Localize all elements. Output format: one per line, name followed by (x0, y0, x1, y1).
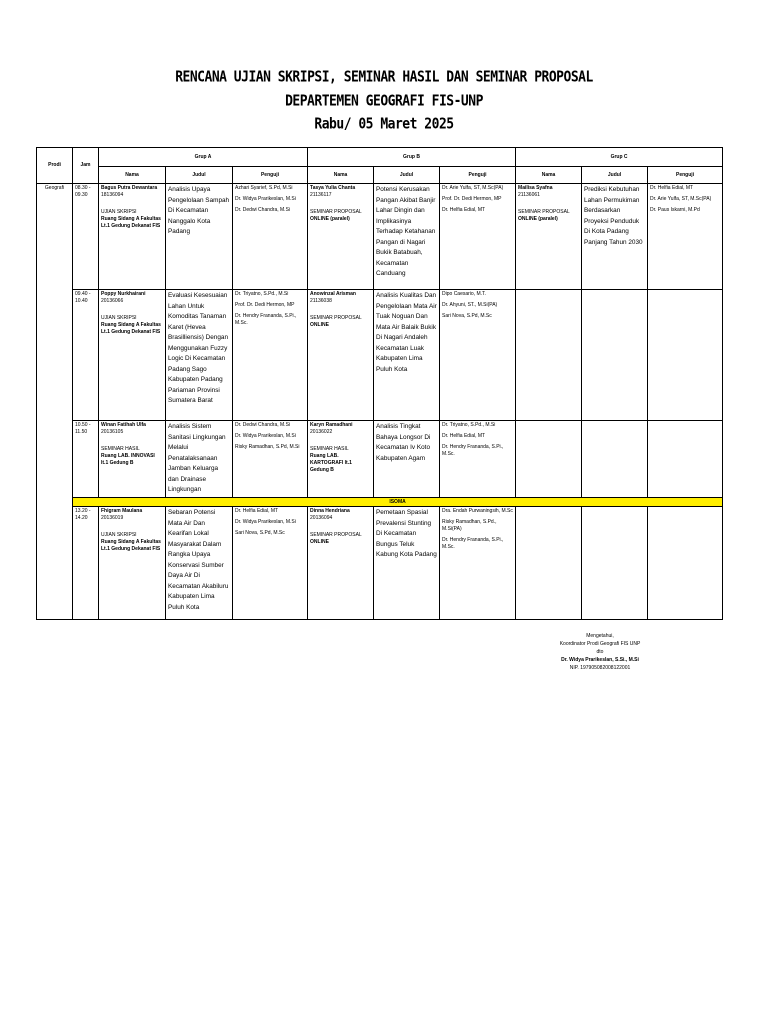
group-b-judul-cell (374, 507, 440, 620)
group-c-penguji-cell (648, 421, 723, 498)
exam-room: ONLINE (310, 539, 329, 545)
group-b-penguji-cell (440, 507, 516, 620)
schedule-table (36, 147, 723, 620)
examiner-name: Dr. Hendry Frananda, S.Pi., M.Sc. (235, 313, 297, 326)
table-row (37, 184, 723, 290)
student-nim: 18136094 (101, 192, 124, 198)
examiner-name: Sari Nova, S.Pd, M.Sc (235, 530, 285, 536)
header-row-subcols (37, 167, 723, 184)
thesis-title: Sebaran Potensi Mata Air Dan Kearifan Lokal Masyarakat Dalam Rangka Upaya Konservasi Sumber Daya Air Di Kecamatan Akabiluru Kabupaten Lima Puluh Kota (168, 509, 229, 611)
group-b-judul-cell (374, 184, 440, 290)
student-nim: 20136094 (310, 515, 333, 521)
examiner-name: Dr. Triyatno, S.Pd., M.Si (442, 422, 496, 428)
examiner-name: Dr. Dedwi Chandra, M.Si (235, 422, 291, 428)
exam-room: Ruang Sidang A Fakultas Lt.1 Gedung Dekanat FIS (101, 216, 161, 229)
student-name: Mailisa Syafna (518, 185, 553, 191)
group-a-judul-cell (166, 507, 233, 620)
group-c-penguji-cell (648, 507, 723, 620)
group-b-nama-cell (308, 184, 374, 290)
table-row (37, 507, 723, 620)
student-name: Dinna Hendriana (310, 508, 350, 514)
subcol-nama: Nama (99, 167, 166, 184)
subcol-penguji: Penguji (233, 167, 308, 184)
group-a-penguji-cell (233, 421, 308, 498)
doc-title-line2: DEPARTEMEN GEOGRAFI FIS-UNP (285, 92, 483, 111)
thesis-title: Pemetaan Spasial Prevalensi Stunting Di Kecamatan Bungus Teluk Kabung Kota Padang (376, 509, 437, 558)
thesis-title: Analisis Kualitas Dan Pengelolaan Mata Air Tuak Noguan Dan Mata Air Balaik Bukik Di Nagari Andaleh Kecamatan Luak Kabupaten Lima Puluh Kota (376, 292, 437, 373)
group-b-nama-cell (308, 421, 374, 498)
examiner-name: Dr. Ahyuni, ST., M.Si(PA) (442, 302, 498, 308)
student-nim: 20136066 (101, 298, 124, 304)
group-a-header: Grup A (99, 148, 308, 167)
doc-title-line3: Rabu/ 05 Maret 2025 (314, 115, 454, 134)
group-c-header: Grup C (516, 148, 723, 167)
examiner-name: Dipo Caesario, M.T. (442, 291, 486, 297)
exam-type: SEMINAR HASIL (310, 446, 349, 452)
examiner-name: Dr. Helfia Edial, MT (235, 508, 279, 514)
group-c-nama-cell (516, 290, 582, 421)
examiner-name: Risky Ramadhan, S.Pd, M.Si (235, 444, 300, 450)
examiner-name: Dr. Widya Prarikeslan, M.Si (235, 433, 296, 439)
group-a-penguji-cell (233, 290, 308, 421)
exam-room: ONLINE (310, 322, 329, 328)
signature-know: Mengetahui, (586, 633, 614, 639)
group-c-penguji-cell (648, 290, 723, 421)
group-b-judul-cell (374, 290, 440, 421)
group-b-penguji-cell (440, 290, 516, 421)
thesis-title: Prediksi Kebutuhan Lahan Permukiman Berdasarkan Proyeksi Penduduk Di Kota Padang Panjang Tahun 2030 (584, 186, 643, 246)
col-jam-header: Jam (73, 148, 99, 184)
signature-block (500, 632, 700, 672)
thesis-title: Potensi Kerusakan Pangan Akibat Banjir Lahar Dingin dan Implikasinya Terhadap Ketahanan Pangan di Nagari Bukik Batabuah, Kecamatan Canduang (376, 186, 436, 277)
exam-room: Ruang Sidang A Fakultas Lt.1 Gedung Dekanat FIS (101, 322, 161, 335)
signature-dto: dto (596, 649, 604, 655)
student-name: Poppy Nurkhairani (101, 291, 146, 297)
exam-room: Ruang Sidang A Fakultas Lt.1 Gedung Dekanat FIS (101, 539, 161, 552)
table-row (37, 290, 723, 421)
examiner-name: Dr. Paus Iskarni, M.Pd (650, 207, 700, 213)
group-c-judul-cell (582, 290, 648, 421)
group-a-penguji-cell (233, 184, 308, 290)
prodi-cell: Geografi (37, 184, 73, 620)
examiner-name: Dr. Helfia Edial, MT (442, 207, 486, 213)
header-row-groups (37, 148, 723, 167)
group-a-nama-cell (99, 184, 166, 290)
exam-room: Ruang LAB. KARTOGRAFI lt.1 Gedung B (310, 453, 352, 473)
group-c-nama-cell (516, 507, 582, 620)
exam-room: Ruang LAB. INNOVASI lt.1 Gedung B (101, 453, 155, 466)
group-a-penguji-cell (233, 507, 308, 620)
group-b-header: Grup B (308, 148, 516, 167)
examiner-name: Dr. Widya Prarikeslan, M.Si (235, 196, 296, 202)
group-b-penguji-cell (440, 184, 516, 290)
thesis-title: Analisis Upaya Pengelolaan Sampah Di Kecamatan Nanggalo Kota Padang (168, 186, 230, 235)
group-a-judul-cell (166, 290, 233, 421)
examiner-name: Azhari Syarief, S.Pd, M.Si (235, 185, 293, 191)
exam-type: SEMINAR PROPOSAL (310, 209, 362, 215)
examiner-name: Dra. Endah Purwaningsih, M.Sc (442, 508, 513, 514)
group-b-penguji-cell (440, 421, 516, 498)
examiner-name: Dr. Hendry Frananda, S.Pi., M.Sc. (442, 537, 504, 550)
exam-room: ONLINE (paralel) (310, 216, 350, 222)
student-nim: 20136022 (310, 429, 333, 435)
time-slot: 09.40 - 10.40 (73, 290, 99, 421)
group-c-nama-cell (516, 421, 582, 498)
student-nim: 21136117 (310, 192, 332, 198)
group-a-nama-cell (99, 421, 166, 498)
examiner-name: Prof. Dr. Dedi Hermon, MP (235, 302, 295, 308)
student-name: Karyn Ramadhani (310, 422, 353, 428)
student-nim: 20136105 (101, 429, 124, 435)
exam-type: UJIAN SKRIPSI (101, 209, 137, 215)
doc-title-line1: RENCANA UJIAN SKRIPSI, SEMINAR HASIL DAN SEMINAR PROPOSAL (175, 68, 593, 87)
examiner-name: Dr. Arie Yulfa, ST, M.Sc(PA) (650, 196, 712, 202)
isoma-label: ISOMA (73, 498, 723, 507)
group-a-nama-cell (99, 290, 166, 421)
thesis-title: Analisis Sistem Sanitasi Lingkungan Melalui Penatalaksanaan Jamban Keluarga dan Drainase Lingkungan (168, 423, 226, 493)
time-slot: 13.20 - 14.20 (73, 507, 99, 620)
group-b-nama-cell (308, 290, 374, 421)
student-name: Winan Fatihah Ulfa (101, 422, 146, 428)
group-b-judul-cell (374, 421, 440, 498)
examiner-name: Dr. Dedwi Chandra, M.Si (235, 207, 291, 213)
col-prodi-header: Prodi (37, 148, 73, 184)
student-nim: 20136019 (101, 515, 124, 521)
subcol-judul: Judul (582, 167, 648, 184)
exam-type: SEMINAR PROPOSAL (310, 315, 362, 321)
group-c-penguji-cell (648, 184, 723, 290)
student-name: Bagus Putra Dewantara (101, 185, 158, 191)
exam-type: SEMINAR PROPOSAL (310, 532, 362, 538)
exam-type: SEMINAR PROPOSAL (518, 209, 570, 215)
group-c-judul-cell (582, 421, 648, 498)
subcol-nama: Nama (516, 167, 582, 184)
isoma-break-row (37, 498, 723, 507)
time-slot: 10.50 - 11.50 (73, 421, 99, 498)
group-a-judul-cell (166, 184, 233, 290)
exam-room: ONLINE (paralel) (518, 216, 558, 222)
thesis-title: Analisis Tingkat Bahaya Longsor Di Kecamatan Iv Koto Kabupaten Agam (376, 423, 431, 462)
subcol-judul: Judul (374, 167, 440, 184)
subcol-nama: Nama (308, 167, 374, 184)
examiner-name: Sari Nova, S.Pd, M.Sc (442, 313, 492, 319)
group-a-nama-cell (99, 507, 166, 620)
examiner-name: Dr. Helfia Edial, MT (442, 433, 486, 439)
subcol-penguji: Penguji (440, 167, 516, 184)
examiner-name: Dr. Arie Yulfa, ST, M.Sc(PA) (442, 185, 504, 191)
table-row (37, 421, 723, 498)
signature-role: Koordinator Prodi Geografi FIS UNP (559, 641, 641, 647)
student-nim: 21136038 (310, 298, 332, 304)
student-name: Tasya Yulia Chanta (310, 185, 356, 191)
examiner-name: Dr. Hendry Frananda, S.Pi., M.Sc. (442, 444, 504, 457)
student-name: Anowinzal Arisman (310, 291, 356, 297)
group-c-nama-cell (516, 184, 582, 290)
subcol-penguji: Penguji (648, 167, 723, 184)
signature-name: Dr. Widya Prarikeslan, S.Si., M.Si (561, 657, 639, 663)
group-c-judul-cell (582, 507, 648, 620)
examiner-name: Dr. Triyatno, S.Pd., M.Si (235, 291, 289, 297)
student-nim: 21136061 (518, 192, 540, 198)
exam-type: SEMINAR HASIL (101, 446, 140, 452)
student-name: Fhigram Maulana (101, 508, 143, 514)
exam-type: UJIAN SKRIPSI (101, 532, 137, 538)
group-b-nama-cell (308, 507, 374, 620)
thesis-title: Evaluasi Kesesuaian Lahan Untuk Komoditas Tanaman Karet (Hevea Brasilliensis) Dengan Menggunakan Fuzzy Logic Di Kecamatan Padang Sago Kabupaten Padang Pariaman Provinsi Sumatera Barat (168, 292, 229, 404)
examiner-name: Dr. Helfia Edial, MT (650, 185, 694, 191)
group-a-judul-cell (166, 421, 233, 498)
examiner-name: Prof. Dr. Dedi Hermon, MP (442, 196, 502, 202)
signature-nip: NIP. 197905082008122001 (569, 665, 631, 671)
examiner-name: Risky Ramadhan, S.Pd., M.Si(PA) (442, 519, 497, 532)
subcol-judul: Judul (166, 167, 233, 184)
examiner-name: Dr. Widya Prarikeslan, M.Si (235, 519, 296, 525)
exam-type: UJIAN SKRIPSI (101, 315, 137, 321)
group-c-judul-cell (582, 184, 648, 290)
time-slot: 08.30 - 09.30 (73, 184, 99, 290)
